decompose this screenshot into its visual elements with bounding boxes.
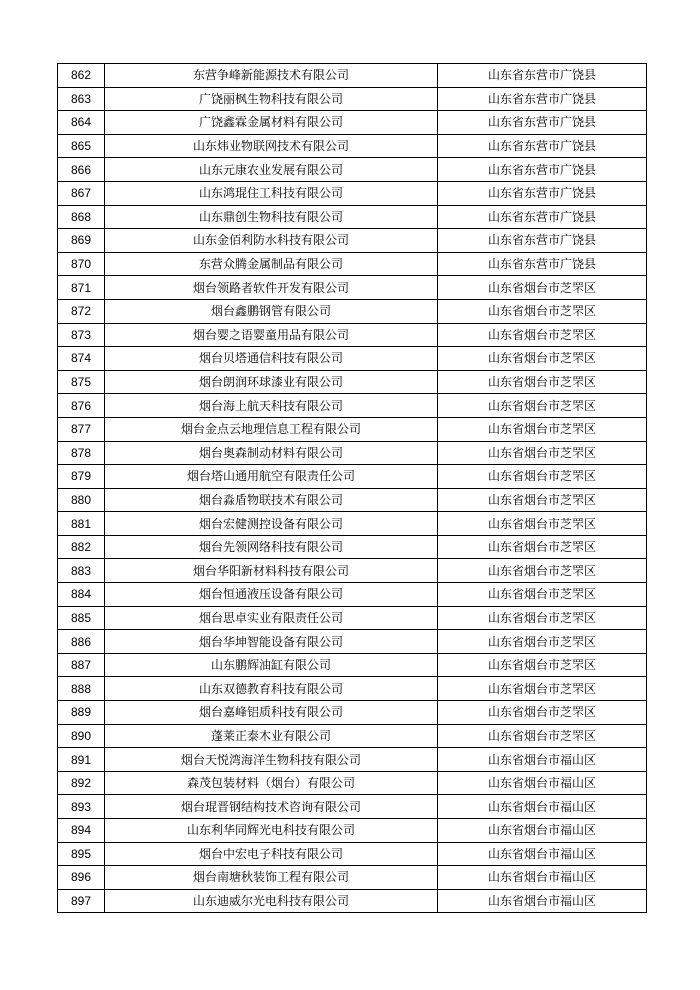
row-number-cell: 868 xyxy=(58,205,105,229)
table-row xyxy=(58,87,647,111)
company-name-cell: 山东元康农业发展有限公司 xyxy=(105,158,438,182)
region-cell: 山东省烟台市芝罘区 xyxy=(438,559,647,583)
company-list-table xyxy=(57,63,647,913)
row-number-cell: 881 xyxy=(58,512,105,536)
table-row xyxy=(58,724,647,748)
table-row xyxy=(58,323,647,347)
company-name-cell: 烟台朗润环球漆业有限公司 xyxy=(105,370,438,394)
company-name-cell: 蓬莱正泰木业有限公司 xyxy=(105,724,438,748)
region-cell: 山东省东营市广饶县 xyxy=(438,158,647,182)
region-cell: 山东省烟台市福山区 xyxy=(438,748,647,772)
company-name-cell: 烟台婴之语婴童用品有限公司 xyxy=(105,323,438,347)
table-row xyxy=(58,653,647,677)
row-number-cell: 873 xyxy=(58,323,105,347)
table-row xyxy=(58,535,647,559)
region-cell: 山东省烟台市芝罘区 xyxy=(438,701,647,725)
region-cell: 山东省东营市广饶县 xyxy=(438,205,647,229)
table-row xyxy=(58,771,647,795)
table-row xyxy=(58,205,647,229)
region-cell: 山东省东营市广饶县 xyxy=(438,181,647,205)
region-cell: 山东省烟台市芝罘区 xyxy=(438,394,647,418)
region-cell: 山东省烟台市芝罘区 xyxy=(438,347,647,371)
company-name-cell: 山东迪威尔光电科技有限公司 xyxy=(105,889,438,913)
region-cell: 山东省烟台市芝罘区 xyxy=(438,370,647,394)
company-name-cell: 烟台华阳新材料科技有限公司 xyxy=(105,559,438,583)
company-name-cell: 烟台中宏电子科技有限公司 xyxy=(105,842,438,866)
table-row xyxy=(58,276,647,300)
row-number-cell: 869 xyxy=(58,229,105,253)
table-body xyxy=(58,64,647,913)
region-cell: 山东省东营市广饶县 xyxy=(438,252,647,276)
row-number-cell: 893 xyxy=(58,795,105,819)
row-number-cell: 883 xyxy=(58,559,105,583)
region-cell: 山东省烟台市福山区 xyxy=(438,819,647,843)
company-name-cell: 山东鹏辉油缸有限公司 xyxy=(105,653,438,677)
row-number-cell: 878 xyxy=(58,441,105,465)
table-row xyxy=(58,819,647,843)
row-number-cell: 880 xyxy=(58,488,105,512)
table-row xyxy=(58,842,647,866)
row-number-cell: 887 xyxy=(58,653,105,677)
region-cell: 山东省烟台市芝罘区 xyxy=(438,535,647,559)
table-row xyxy=(58,559,647,583)
company-name-cell: 森茂包装材料（烟台）有限公司 xyxy=(105,771,438,795)
table-row xyxy=(58,795,647,819)
region-cell: 山东省东营市广饶县 xyxy=(438,134,647,158)
table-row xyxy=(58,158,647,182)
row-number-cell: 896 xyxy=(58,866,105,890)
company-name-cell: 烟台海上航天科技有限公司 xyxy=(105,394,438,418)
row-number-cell: 885 xyxy=(58,606,105,630)
row-number-cell: 867 xyxy=(58,181,105,205)
company-name-cell: 烟台金点云地理信息工程有限公司 xyxy=(105,417,438,441)
row-number-cell: 877 xyxy=(58,417,105,441)
region-cell: 山东省烟台市芝罘区 xyxy=(438,441,647,465)
table-row xyxy=(58,889,647,913)
company-name-cell: 山东利华同辉光电科技有限公司 xyxy=(105,819,438,843)
region-cell: 山东省烟台市芝罘区 xyxy=(438,465,647,489)
region-cell: 山东省东营市广饶县 xyxy=(438,87,647,111)
company-name-cell: 广饶丽枫生物科技有限公司 xyxy=(105,87,438,111)
table-row xyxy=(58,748,647,772)
region-cell: 山东省东营市广饶县 xyxy=(438,229,647,253)
row-number-cell: 897 xyxy=(58,889,105,913)
company-name-cell: 烟台鑫鹏钢管有限公司 xyxy=(105,299,438,323)
row-number-cell: 892 xyxy=(58,771,105,795)
table-row xyxy=(58,370,647,394)
company-name-cell: 烟台琨晋钢结构技术咨询有限公司 xyxy=(105,795,438,819)
row-number-cell: 890 xyxy=(58,724,105,748)
row-number-cell: 882 xyxy=(58,535,105,559)
region-cell: 山东省烟台市芝罘区 xyxy=(438,417,647,441)
company-name-cell: 烟台嘉峰铝质科技有限公司 xyxy=(105,701,438,725)
company-name-cell: 烟台领路者软件开发有限公司 xyxy=(105,276,438,300)
company-name-cell: 山东双德教育科技有限公司 xyxy=(105,677,438,701)
region-cell: 山东省烟台市福山区 xyxy=(438,842,647,866)
company-name-cell: 烟台天悦湾海洋生物科技有限公司 xyxy=(105,748,438,772)
row-number-cell: 894 xyxy=(58,819,105,843)
row-number-cell: 886 xyxy=(58,630,105,654)
company-name-cell: 烟台恒通液压设备有限公司 xyxy=(105,583,438,607)
table-row xyxy=(58,111,647,135)
region-cell: 山东省烟台市芝罘区 xyxy=(438,323,647,347)
row-number-cell: 872 xyxy=(58,299,105,323)
row-number-cell: 865 xyxy=(58,134,105,158)
region-cell: 山东省东营市广饶县 xyxy=(438,111,647,135)
row-number-cell: 874 xyxy=(58,347,105,371)
table-row xyxy=(58,64,647,88)
region-cell: 山东省烟台市芝罘区 xyxy=(438,653,647,677)
region-cell: 山东省东营市广饶县 xyxy=(438,64,647,88)
table-row xyxy=(58,441,647,465)
region-cell: 山东省烟台市福山区 xyxy=(438,771,647,795)
region-cell: 山东省烟台市福山区 xyxy=(438,889,647,913)
company-name-cell: 烟台宏健测控设备有限公司 xyxy=(105,512,438,536)
table-row xyxy=(58,181,647,205)
region-cell: 山东省烟台市芝罘区 xyxy=(438,606,647,630)
row-number-cell: 863 xyxy=(58,87,105,111)
company-name-cell: 烟台淼盾物联技术有限公司 xyxy=(105,488,438,512)
company-name-cell: 烟台贝塔通信科技有限公司 xyxy=(105,347,438,371)
company-name-cell: 东营争峰新能源技术有限公司 xyxy=(105,64,438,88)
row-number-cell: 875 xyxy=(58,370,105,394)
row-number-cell: 866 xyxy=(58,158,105,182)
table-row xyxy=(58,512,647,536)
table-row xyxy=(58,677,647,701)
table-row xyxy=(58,465,647,489)
row-number-cell: 870 xyxy=(58,252,105,276)
company-name-cell: 山东鸿琨住工科技有限公司 xyxy=(105,181,438,205)
table-row xyxy=(58,347,647,371)
company-name-cell: 烟台思卓实业有限责任公司 xyxy=(105,606,438,630)
region-cell: 山东省烟台市芝罘区 xyxy=(438,512,647,536)
company-name-cell: 山东金佰利防水科技有限公司 xyxy=(105,229,438,253)
row-number-cell: 862 xyxy=(58,64,105,88)
company-name-cell: 烟台奥森制动材料有限公司 xyxy=(105,441,438,465)
row-number-cell: 895 xyxy=(58,842,105,866)
company-name-cell: 广饶鑫霖金属材料有限公司 xyxy=(105,111,438,135)
row-number-cell: 879 xyxy=(58,465,105,489)
table-row xyxy=(58,134,647,158)
table-row xyxy=(58,866,647,890)
region-cell: 山东省烟台市芝罘区 xyxy=(438,630,647,654)
region-cell: 山东省烟台市芝罘区 xyxy=(438,276,647,300)
region-cell: 山东省烟台市芝罘区 xyxy=(438,299,647,323)
region-cell: 山东省烟台市芝罘区 xyxy=(438,677,647,701)
table-row xyxy=(58,606,647,630)
row-number-cell: 876 xyxy=(58,394,105,418)
table-row xyxy=(58,299,647,323)
row-number-cell: 864 xyxy=(58,111,105,135)
region-cell: 山东省烟台市芝罘区 xyxy=(438,724,647,748)
company-name-cell: 东营众腾金属制品有限公司 xyxy=(105,252,438,276)
table-row xyxy=(58,252,647,276)
region-cell: 山东省烟台市芝罘区 xyxy=(438,583,647,607)
company-name-cell: 山东鼎创生物科技有限公司 xyxy=(105,205,438,229)
table-row xyxy=(58,229,647,253)
table-row xyxy=(58,701,647,725)
row-number-cell: 889 xyxy=(58,701,105,725)
row-number-cell: 888 xyxy=(58,677,105,701)
region-cell: 山东省烟台市芝罘区 xyxy=(438,488,647,512)
company-name-cell: 烟台塔山通用航空有限责任公司 xyxy=(105,465,438,489)
company-name-cell: 烟台南塘秋装饰工程有限公司 xyxy=(105,866,438,890)
row-number-cell: 891 xyxy=(58,748,105,772)
table-row xyxy=(58,630,647,654)
company-name-cell: 山东炜业物联网技术有限公司 xyxy=(105,134,438,158)
table-row xyxy=(58,583,647,607)
row-number-cell: 884 xyxy=(58,583,105,607)
region-cell: 山东省烟台市福山区 xyxy=(438,795,647,819)
row-number-cell: 871 xyxy=(58,276,105,300)
region-cell: 山东省烟台市福山区 xyxy=(438,866,647,890)
table-row xyxy=(58,394,647,418)
company-name-cell: 烟台华坤智能设备有限公司 xyxy=(105,630,438,654)
table-row xyxy=(58,488,647,512)
table-row xyxy=(58,417,647,441)
company-name-cell: 烟台先领网络科技有限公司 xyxy=(105,535,438,559)
